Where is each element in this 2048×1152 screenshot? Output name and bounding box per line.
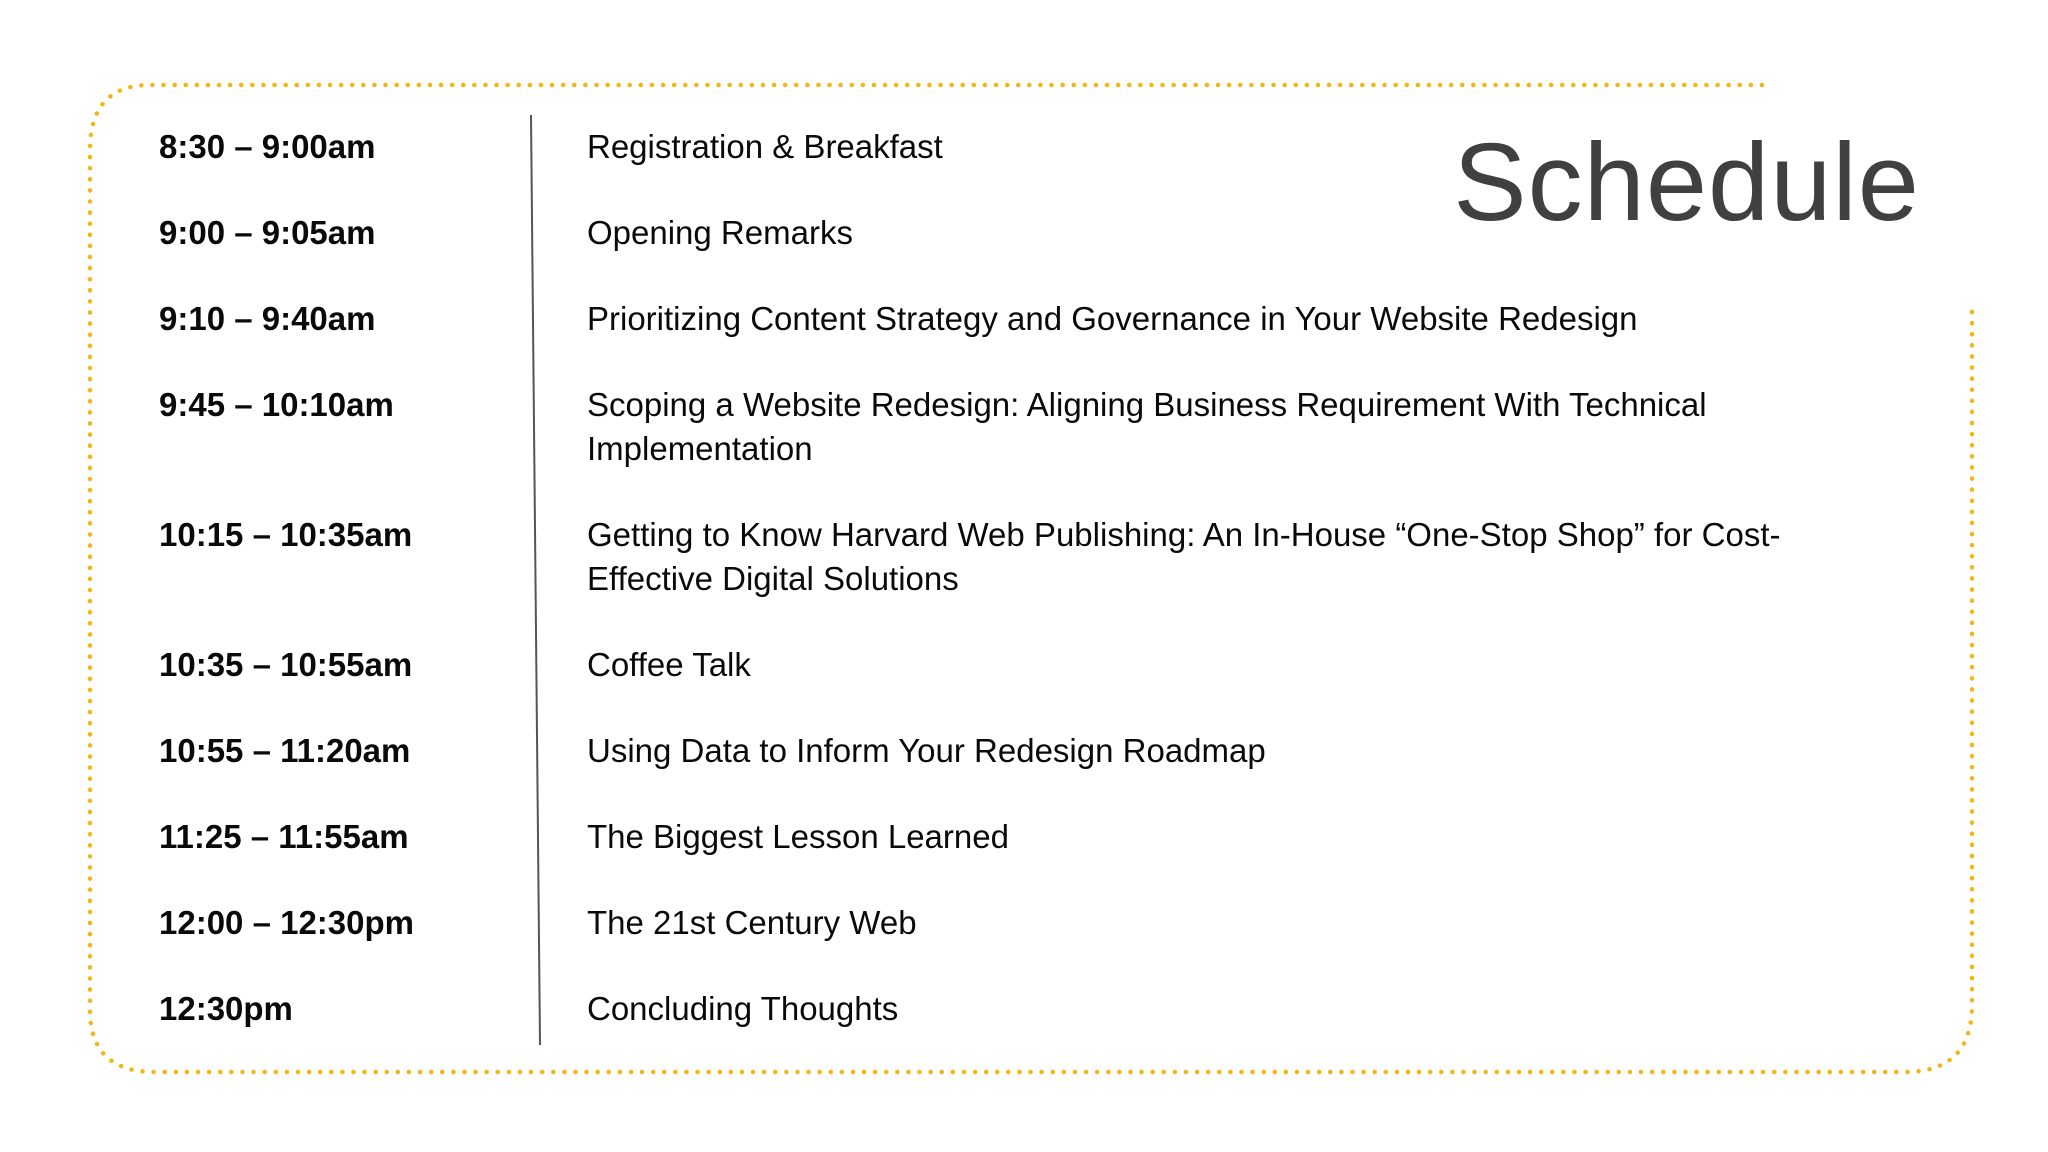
agenda-time: 10:35 – 10:55am xyxy=(159,646,413,683)
column-divider xyxy=(531,115,540,1045)
slide-title: Schedule xyxy=(1453,121,1920,244)
agenda-event: The 21st Century Web xyxy=(587,904,917,941)
agenda-event: Concluding Thoughts xyxy=(587,990,899,1027)
agenda-event: Prioritizing Content Strategy and Governance in Your Website Redesign xyxy=(587,300,1638,337)
agenda-time: 10:55 – 11:20am xyxy=(159,732,411,769)
agenda-time: 11:25 – 11:55am xyxy=(159,818,409,855)
agenda-event: Using Data to Inform Your Redesign Roadmap xyxy=(587,732,1266,769)
agenda-time: 10:15 – 10:35am xyxy=(159,516,413,553)
agenda-time: 9:45 – 10:10am xyxy=(159,386,394,423)
agenda-event: Coffee Talk xyxy=(587,646,751,683)
agenda-time: 12:00 – 12:30pm xyxy=(159,904,414,941)
agenda-time: 8:30 – 9:00am xyxy=(159,128,376,165)
agenda-event: Opening Remarks xyxy=(587,214,853,251)
agenda-event: Scoping a Website Redesign: Aligning Business Requirement With Technical Implementation xyxy=(587,386,1707,467)
agenda-time: 12:30pm xyxy=(159,990,293,1027)
agenda-event: Getting to Know Harvard Web Publishing: An In-House “One-Stop Shop” for Cost-Effective Digital Solutions xyxy=(587,516,1781,597)
agenda-event: Registration & Breakfast xyxy=(587,128,943,165)
agenda-time: 9:10 – 9:40am xyxy=(159,300,376,337)
agenda-time: 9:00 – 9:05am xyxy=(159,214,376,251)
agenda-event: The Biggest Lesson Learned xyxy=(587,818,1009,855)
